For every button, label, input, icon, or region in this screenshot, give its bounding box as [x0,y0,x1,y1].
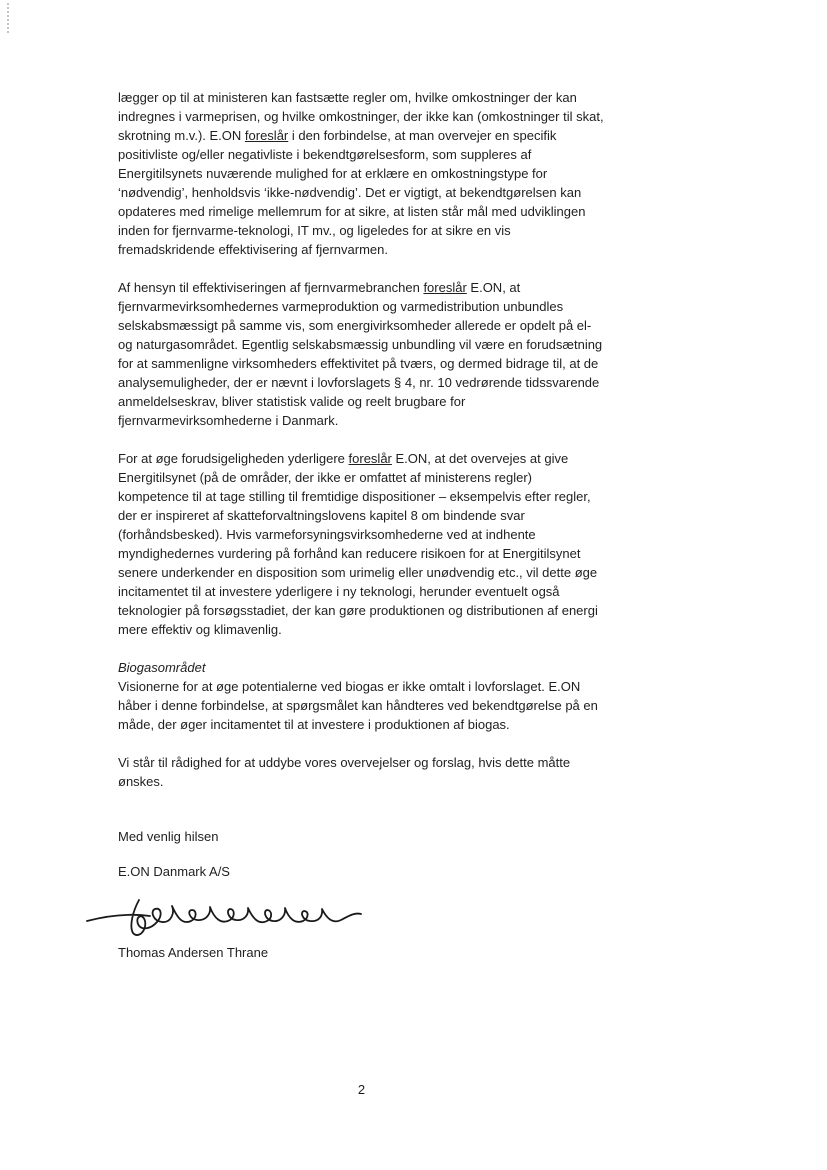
paragraph-text: E.ON, at fjernvarmevirksomhedernes varmeproduktion og varmedistribution unbundles selskabsmæssigt på samme vis, som energivirksomheder allerede er opdelt på el- og naturgasområdet. Egentlig selskabsmæssig unbundling vil være en forudsætning for at sammenligne virksomheders effektivitet på tværs, og dermed bidrage til, at de analysemuligheder, der er nævnt i lovforslagets § 4, nr. 10 vedrørende tidssvarende anmeldelseskrav, bliver statistisk valide og reelt brugbare for fjernvarmevirksomhederne i Danmark. [118,280,603,428]
letter-body [118,88,605,962]
signer-name: Thomas Andersen Thrane [118,945,269,960]
underlined-word: foreslår [348,451,392,466]
scan-artifact [7,3,9,33]
heading-biogas: Biogasområdet [118,660,206,675]
underlined-word: foreslår [423,280,467,295]
paragraph-unbundling [118,278,605,430]
underlined-word: foreslår [244,128,289,143]
page-number: 2 [357,1082,366,1097]
paragraph-biogas: Visionerne for at øge potentialerne ved biogas er ikke omtalt i lovforslaget. E.ON håber i denne forbindelse, at spørgsmålet kan håndteres ved bekendtgørelse på en måde, der øger incitamentet til at investere i produktionen af biogas. [118,679,598,732]
paragraph-text: lægger op til at ministeren kan fastsætte regler om, hvilke omkostninger der kan indregnes i varmeprisen, og hvilke omkostninger, der ikke kan (omkostninger til skat, skrotning m.v.). E.ON [118,90,604,143]
paragraph-availability: Vi står til rådighed for at uddybe vores overvejelser og forslag, hvis dette måtte ønskes. [118,755,571,789]
paragraph-text: E.ON, at det overvejes at give Energitilsynet (på de områder, der ikke er omfattet af ministerens regler) kompetence til at tage stilling til fremtidige dispositioner – eksempelvis efter regler, der er inspireret af skatteforvaltningslovens kapitel 8 om bindende svar (forhåndsbesked). Hvis varmeforsyningsvirksomhederne ved at indhente myndighedernes vurdering på forhånd kan reducere risikoen for at Energitilsynet senere underkender en disposition som urimelig eller unødvendig etc., vil dette øge incitamentet til at investere yderligere i ny teknologi, herunder eventuelt også teknologier på forsøgsstadiet, der kan gøre produktionen og distributionen af energi mere effektiv og klimavenlig. [118,451,598,637]
paragraph-text: For at øge forudsigeligheden yderligere [118,451,349,466]
paragraph-text: i den forbindelse, at man overvejer en specifik positivliste og/eller negativliste i bekendtgørelsesform, som suppleres af Energitilsynets nuværende mulighed for at erklære en omkostningstype for ‘nødvendig’, henholdsvis ‘ikke-nødvendig’. Det er vigtigt, at bekendtgørelsen kan opdateres med rimelige mellemrum for at sikre, at listen står mål med udviklingen inden for fjernvarme-teknologi, IT mv., og ligeledes for at sikre en vis fremadskridende effektivisering af fjernvarmen. [118,128,586,257]
paragraph-cost-regulation [118,88,605,259]
closing-salutation: Med venlig hilsen [118,829,219,844]
signature-scribble [84,891,366,943]
closing-company: E.ON Danmark A/S [118,864,230,879]
paragraph-text: Af hensyn til effektiviseringen af fjernvarmebranchen [118,280,424,295]
paragraph-predictability [118,449,605,639]
